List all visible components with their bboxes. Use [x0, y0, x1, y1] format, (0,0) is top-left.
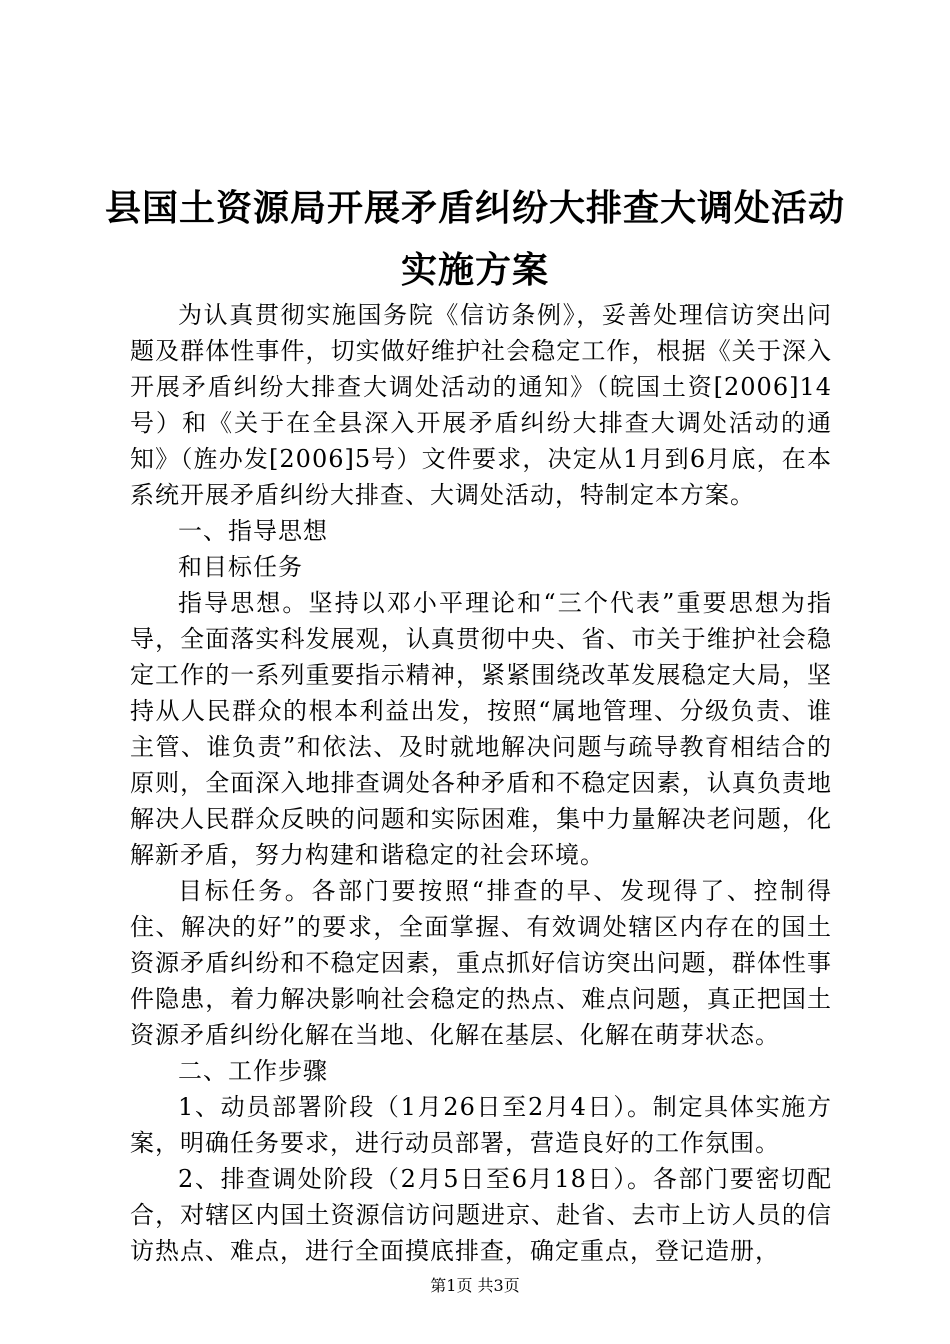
step-1-paragraph: 1、动员部署阶段（1月26日至2月4日）。制定具体实施方案，明确任务要求，进行动员部署，营造良好的工作氛围。 — [130, 1093, 832, 1157]
section-heading-guiding-ideology: 一、指导思想 — [178, 517, 328, 545]
guiding-ideology-paragraph: 指导思想。坚持以邓小平理论和“三个代表”重要思想为指导，全面落实科发展观，认真贯彻中央、省、市关于维护社会稳定工作的一系列重要指示精神，紧紧围绕改革发展稳定大局，坚持从人民群众的根本利益出发，按照“属地管理、分级负责、谁主管、谁负责”和依法、及时就地解决问题与疏导教育相结合的原则，全面深入地排查调处各种矛盾和不稳定因素，认真负责地解决人民群众反映的问题和实际困难，集中力量解决老问题，化解新矛盾，努力构建和谐稳定的社会环境。 — [130, 589, 832, 869]
intro-paragraph: 为认真贯彻实施国务院《信访条例》，妥善处理信访突出问题及群体性事件，切实做好维护社会稳定工作，根据《关于深入开展矛盾纠纷大排查大调处活动的通知》（皖国土资[2006]14号）和《关于在全县深入开展矛盾纠纷大排查大调处活动的通知》（旌办发[2006]5号）文件要求，决定从1月到6月底，在本系统开展矛盾纠纷大排查、大调处活动，特制定本方案。 — [130, 301, 832, 509]
section-heading-work-steps: 二、工作步骤 — [178, 1057, 328, 1085]
section-heading-continuation: 和目标任务 — [178, 553, 303, 581]
document-title-line-1: 县国土资源局开展矛盾纠纷大排查大调处活动 — [104, 187, 845, 229]
document-body — [130, 297, 832, 1269]
step-2-paragraph: 2、排查调处阶段（2月5日至6月18日）。各部门要密切配合，对辖区内国土资源信访问题进京、赴省、去市上访人员的信访热点、难点，进行全面摸底排查，确定重点，登记造册， — [130, 1165, 832, 1265]
objectives-paragraph: 目标任务。各部门要按照“排查的早、发现得了、控制得住、解决的好”的要求，全面掌握、有效调处辖区内存在的国土资源矛盾纠纷和不稳定因素，重点抓好信访突出问题，群体性事件隐患，着力解决影响社会稳定的热点、难点问题，真正把国土资源矛盾纠纷化解在当地、化解在基层、化解在萌芽状态。 — [130, 877, 832, 1049]
page-footer: 第1页 共3页 — [430, 1276, 520, 1295]
document-title-line-2: 实施方案 — [400, 249, 549, 291]
